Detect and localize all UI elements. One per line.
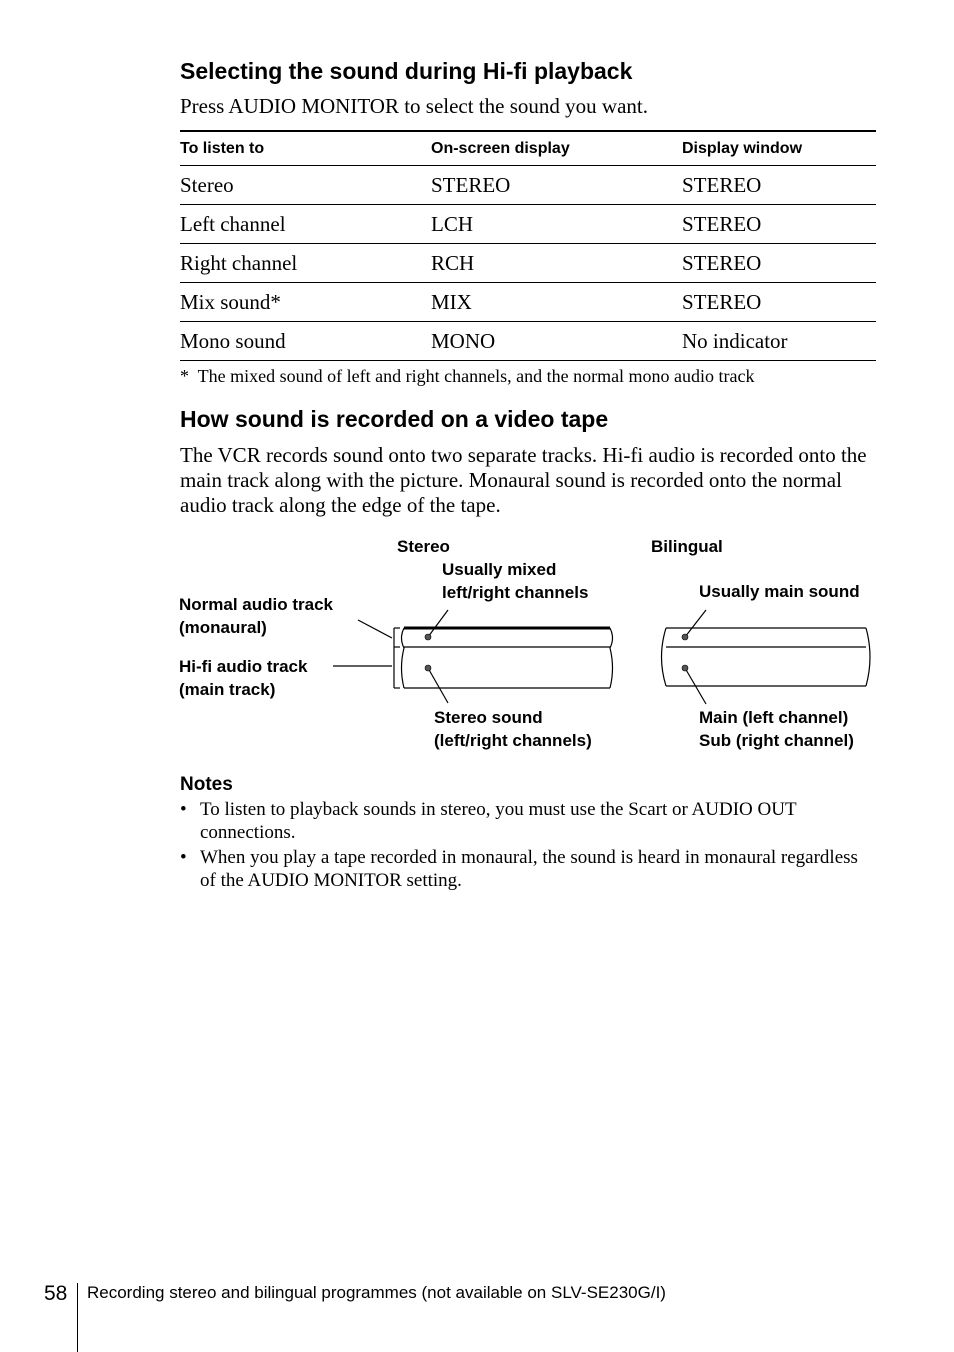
stereo-tape [402, 628, 613, 688]
table-cell: STEREO [431, 166, 682, 205]
table-cell: STEREO [682, 166, 876, 205]
label-line: (main track) [179, 680, 276, 699]
label-line: left/right channels [442, 583, 589, 602]
intro-text: Press AUDIO MONITOR to select the sound you want. [180, 94, 648, 118]
bilingual-tape [662, 628, 871, 686]
table-header: To listen to [180, 131, 431, 166]
label-line: Stereo sound [434, 708, 543, 727]
label-line: Hi-fi audio track [179, 657, 308, 676]
table-cell: MIX [431, 283, 682, 322]
table-header: Display window [682, 131, 876, 166]
leader-dots [425, 634, 688, 671]
running-title: Recording stereo and bilingual programmes (not available on SLV-SE230G/I) [87, 1283, 666, 1302]
table-cell: STEREO [682, 244, 876, 283]
bilingual-top-label: Usually main sound [699, 582, 860, 601]
table-cell: No indicator [682, 322, 876, 361]
table-footnote: * The mixed sound of left and right channels, and the normal mono audio track [180, 366, 755, 386]
section-title-recording: How sound is recorded on a video tape [180, 406, 609, 432]
list-item: • To listen to playback sounds in stereo, you must use the Scart or AUDIO OUT connections. [180, 798, 870, 844]
notes-title: Notes [180, 774, 233, 795]
stereo-heading: Stereo [397, 537, 450, 556]
table-cell: Mono sound [180, 322, 431, 361]
table-cell: RCH [431, 244, 682, 283]
table-cell: STEREO [682, 283, 876, 322]
table-header: On-screen display [431, 131, 682, 166]
bilingual-bottom-label [699, 706, 854, 752]
stereo-top-label [442, 558, 588, 604]
table-cell: MONO [431, 322, 682, 361]
section-title-hifi-playback: Selecting the sound during Hi-fi playback [180, 58, 633, 84]
label-line: Normal audio track [179, 595, 333, 614]
leader-lines [333, 610, 706, 704]
bilingual-heading: Bilingual [651, 537, 723, 556]
hifi-audio-track-label [179, 655, 307, 701]
recording-paragraph: The VCR records sound onto two separate tracks. Hi-fi audio is recorded onto the main track along with the picture. Monaural sound is recorded onto the normal audio track along the edge of the tape. [180, 443, 867, 517]
page-number: 58 [44, 1282, 68, 1305]
stereo-bottom-label [434, 706, 592, 752]
label-line: Usually mixed [442, 560, 557, 579]
table-cell: Mix sound* [180, 283, 431, 322]
table-cell: Stereo [180, 166, 431, 205]
table-cell: Left channel [180, 205, 431, 244]
normal-audio-track-label [179, 593, 333, 639]
list-item: • When you play a tape recorded in monaural, the sound is heard in monaural regardless of the AUDIO MONITOR setting. [180, 846, 870, 892]
table-cell: STEREO [682, 205, 876, 244]
table-cell: LCH [431, 205, 682, 244]
label-line: (left/right channels) [434, 731, 592, 750]
footer-divider [77, 1283, 78, 1352]
label-line: Sub (right channel) [699, 731, 854, 750]
notes-list [180, 798, 870, 894]
track-bracket [394, 628, 400, 688]
label-line: (monaural) [179, 618, 267, 637]
table-cell: Right channel [180, 244, 431, 283]
label-line: Main (left channel) [699, 708, 849, 727]
